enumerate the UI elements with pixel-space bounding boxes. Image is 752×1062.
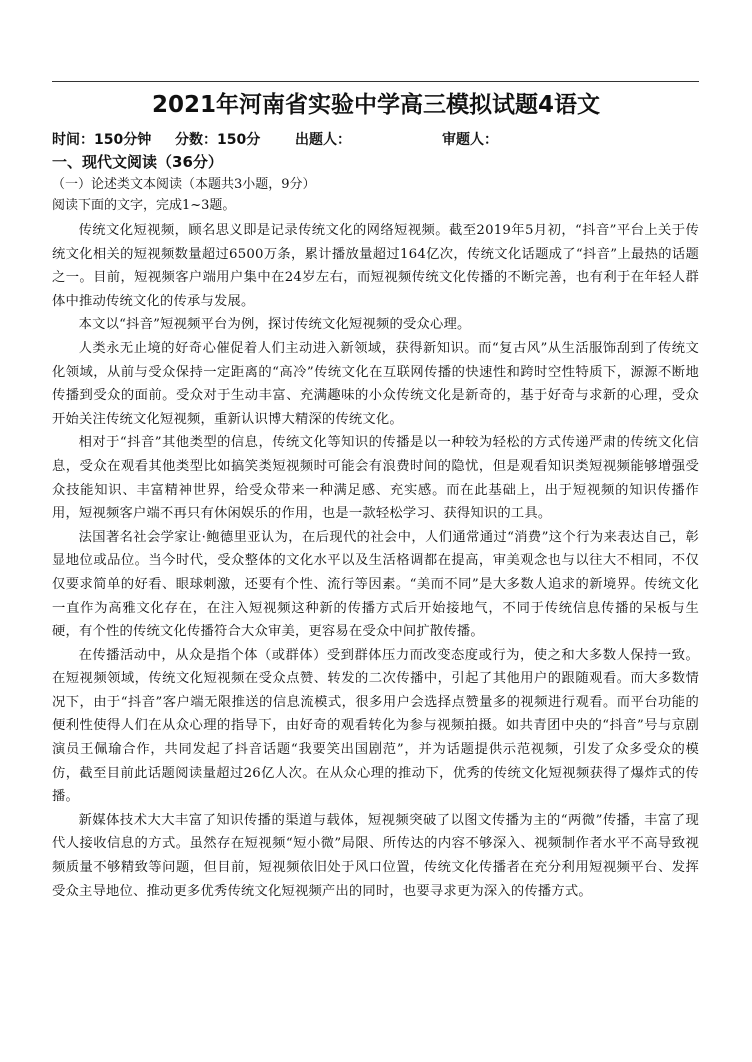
exam-score: 分数：150分 (175, 132, 261, 148)
instruction-text: 阅读下面的文字，完成1~3题。 (52, 198, 236, 213)
paragraph: 在传播活动中，从众是指个体（或群体）受到群体压力而改变态度或行为，使之和大多数人保持一致。在短视频领域，传统文化短视频在受众点赞、转发的二次传播中，引起了其他用户的跟随观看。而大多数情况下，由于“抖音”客户端无限推送的信息流模式，很多用户会选择点赞量多的视频进行观看。而平台功能的便利性使得人们在从众心理的指导下，由好奇的观看转化为参与视频拍摄。如共青团中央的“抖音”号与京剧演员王佩瑜合作，共同发起了抖音话题“我要笑出国剧范”，并为话题提供示范视频，引发了众多受众的模仿，截至目前此话题阅读量超过26亿人次。在从众心理的推动下，优秀的传统文化短视频获得了爆炸式的传播。 (52, 647, 699, 805)
header-rule (52, 81, 699, 82)
paragraph: 传统文化短视频，顾名思义即是记录传统文化的网络短视频。截至2019年5月初，“抖音”平台上关于传统文化相关的短视频数量超过6500万条，累计播放量超过164亿次，传统文化话题成了“抖音”上最热的话题之一。目前，短视频客户端用户集中在24岁左右，而短视频传统文化传播的不断完善，也有利于在年轻人群体中推动传统文化的传承与发展。 (52, 223, 699, 309)
subsection-title: （一）论述类文本阅读（本题共3小题，9分） (52, 177, 316, 192)
paragraph: 人类永无止境的好奇心催促着人们主动进入新领域，获得新知识。而“复古风”从生活服饰刮到了传统文化领域，从前与受众保持一定距离的“高冷”传统文化在互联网传播的快速性和跨时空性特质下，源源不断地传播到受众的面前。受众对于生动丰富、充满趣味的小众传统文化是新奇的，基于好奇与求新的心理，受众开始关注传统文化短视频，重新认识博大精深的传统文化。 (52, 340, 699, 427)
exam-time: 时间：150分钟 (52, 132, 152, 148)
page-title: 2021年河南省实验中学高三模拟试题4语文 (151, 92, 601, 118)
paragraph: 相对于“抖音”其他类型的信息，传统文化等知识的传播是以一种较为轻松的方式传递严肃的传统文化信息，受众在观看其他类型比如搞笑类短视频时可能会有浪费时间的隐忧，但是观看知识类短视频能够增强受众技能知识、丰富精神世界，给受众带来一种满足感、充实感。而在此基础上，出于短视频的知识传播作用，短视频客户端不再只有休闲娱乐的作用，也是一款轻松学习、获得知识的工具。 (52, 435, 699, 522)
paragraph: 新媒体技术大大丰富了知识传播的渠道与载体，短视频突破了以图文传播为主的“两微”传播，丰富了现代人接收信息的方式。虽然存在短视频“短小微”局限、所传达的内容不够深入、视频制作者水平不高导致视频质量不够精致等问题，但目前，短视频依旧处于风口位置，传统文化传播者在充分利用短视频平台、发挥受众主导地位、推动更多优秀传统文化短视频产出的同时，也要寻求更为深入的传播方式。 (52, 812, 699, 899)
exam-reviewer: 审题人： (442, 132, 498, 148)
paragraph: 法国著名社会学家让·鲍德里亚认为，在后现代的社会中，人们通常通过“消费”这个行为来表达自己，彰显地位或品位。当今时代，受众整体的文化水平以及生活格调都在提高，审美观念也与以往大不相同，不仅仅要求简单的好看、眼球刺激，还要有个性、流行等因素。“美而不同”是大多数人追求的新境界。传统文化一直作为高雅文化存在，在注入短视频这种新的传播方式后开始接地气，不同于传统信息传播的呆板与生硬，有个性的传统文化传播符合大众审美，更容易在受众中间扩散传播。 (52, 529, 699, 640)
section-title: 一、现代文阅读（36分） (52, 153, 223, 171)
paragraph: 本文以“抖音”短视频平台为例，探讨传统文化短视频的受众心理。 (78, 317, 471, 333)
exam-setter: 出题人： (295, 132, 351, 148)
article-body (52, 219, 699, 903)
